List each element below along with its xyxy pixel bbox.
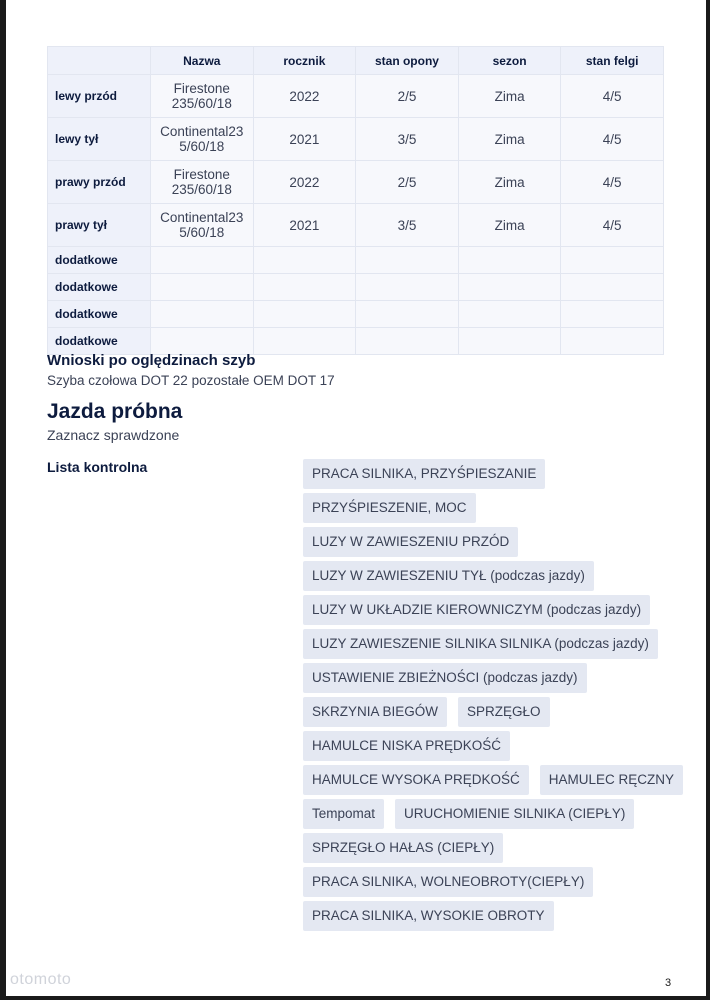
table-row: [48, 161, 664, 204]
chip-row: [303, 663, 663, 693]
chip-row: [303, 731, 663, 761]
chip-row: [303, 833, 663, 863]
cell-year: 2022: [253, 161, 356, 204]
cell-season: [458, 328, 561, 355]
cell-tire-condition: 3/5: [356, 204, 459, 247]
cell-season: Zima: [458, 75, 561, 118]
cell-rim-condition: [561, 301, 664, 328]
header-cell-position: [48, 47, 151, 75]
checklist-label: Lista kontrolna: [47, 459, 148, 475]
cell-year: [253, 247, 356, 274]
table-row: [48, 204, 664, 247]
table-row: [48, 301, 664, 328]
cell-rim-condition: [561, 328, 664, 355]
chip-row: [303, 561, 663, 591]
checklist-chip[interactable]: URUCHOMIENIE SILNIKA (CIEPŁY): [395, 799, 634, 829]
table-row: [48, 328, 664, 355]
chip-row: [303, 595, 663, 625]
test-drive-subtitle: Zaznacz sprawdzone: [47, 427, 180, 443]
tires-table: [47, 46, 664, 355]
cell-rim-condition: [561, 247, 664, 274]
checklist-chip[interactable]: PRACA SILNIKA, WYSOKIE OBROTY: [303, 901, 554, 931]
cell-tire-condition: [356, 274, 459, 301]
cell-year: 2021: [253, 118, 356, 161]
cell-rim-condition: 4/5: [561, 118, 664, 161]
cell-name: Continental23 5/60/18: [151, 118, 254, 161]
cell-rim-condition: 4/5: [561, 75, 664, 118]
cell-season: Zima: [458, 161, 561, 204]
header-cell-rim-condition: stan felgi: [561, 47, 664, 75]
chip-row: [303, 901, 663, 931]
table-row: [48, 247, 664, 274]
chip-row: [303, 697, 663, 727]
page-edge-bottom: [0, 996, 710, 1000]
row-position: dodatkowe: [48, 301, 151, 328]
chip-row: [303, 527, 663, 557]
cell-name: [151, 247, 254, 274]
cell-tire-condition: 3/5: [356, 118, 459, 161]
cell-name: Continental23 5/60/18: [151, 204, 254, 247]
test-drive-title: Jazda próbna: [47, 400, 183, 423]
table-row: [48, 118, 664, 161]
cell-tire-condition: [356, 301, 459, 328]
checklist-chip[interactable]: LUZY W UKŁADZIE KIEROWNICZYM (podczas jazdy): [303, 595, 650, 625]
checklist-chip[interactable]: HAMULCE NISKA PRĘDKOŚĆ: [303, 731, 510, 761]
cell-tire-condition: [356, 328, 459, 355]
checklist-chip[interactable]: PRACA SILNIKA, WOLNEOBROTY(CIEPŁY): [303, 867, 593, 897]
table-row: [48, 274, 664, 301]
header-cell-name: Nazwa: [151, 47, 254, 75]
checklist-chip[interactable]: HAMULCE WYSOKA PRĘDKOŚĆ: [303, 765, 529, 795]
cell-name: Firestone 235/60/18: [151, 161, 254, 204]
checklist-chip[interactable]: PRACA SILNIKA, PRZYŚPIESZANIE: [303, 459, 545, 489]
checklist-chip[interactable]: SPRZĘGŁO HAŁAS (CIEPŁY): [303, 833, 503, 863]
row-position: lewy tył: [48, 118, 151, 161]
checklist-chip[interactable]: USTAWIENIE ZBIEŻNOŚCI (podczas jazdy): [303, 663, 587, 693]
row-position: dodatkowe: [48, 247, 151, 274]
checklist-chip[interactable]: Tempomat: [303, 799, 384, 829]
chip-row: [303, 799, 663, 829]
chip-row: [303, 493, 663, 523]
cell-rim-condition: [561, 274, 664, 301]
cell-rim-condition: 4/5: [561, 161, 664, 204]
row-position: dodatkowe: [48, 274, 151, 301]
checklist-chip[interactable]: SKRZYNIA BIEGÓW: [303, 697, 447, 727]
cell-tire-condition: 2/5: [356, 161, 459, 204]
cell-season: [458, 301, 561, 328]
checklist-chip[interactable]: SPRZĘGŁO: [458, 697, 550, 727]
glass-section-title: Wnioski po oględzinach szyb: [47, 352, 256, 369]
cell-year: [253, 328, 356, 355]
cell-year: [253, 301, 356, 328]
page-edge-left: [0, 0, 6, 1000]
checklist-chip[interactable]: LUZY ZAWIESZENIE SILNIKA SILNIKA (podczas jazdy): [303, 629, 658, 659]
cell-name: [151, 328, 254, 355]
cell-season: Zima: [458, 204, 561, 247]
cell-season: Zima: [458, 118, 561, 161]
checklist-chip[interactable]: LUZY W ZAWIESZENIU PRZÓD: [303, 527, 518, 557]
row-position: prawy tył: [48, 204, 151, 247]
page-edge-right: [706, 0, 710, 1000]
row-position: prawy przód: [48, 161, 151, 204]
cell-year: 2022: [253, 75, 356, 118]
cell-name: [151, 274, 254, 301]
checklist-chip[interactable]: LUZY W ZAWIESZENIU TYŁ (podczas jazdy): [303, 561, 594, 591]
cell-year: 2021: [253, 204, 356, 247]
watermark-logo: otomoto: [10, 971, 72, 988]
header-cell-tire-condition: stan opony: [356, 47, 459, 75]
cell-name: Firestone 235/60/18: [151, 75, 254, 118]
cell-season: [458, 247, 561, 274]
page-number: 3: [665, 977, 672, 989]
checklist-chip[interactable]: HAMULEC RĘCZNY: [540, 765, 683, 795]
table-header-row: [48, 47, 664, 75]
cell-tire-condition: [356, 247, 459, 274]
cell-rim-condition: 4/5: [561, 204, 664, 247]
cell-year: [253, 274, 356, 301]
header-cell-season: sezon: [458, 47, 561, 75]
cell-season: [458, 274, 561, 301]
row-position: dodatkowe: [48, 328, 151, 355]
glass-conclusion-text: Szyba czołowa DOT 22 pozostałe OEM DOT 17: [47, 373, 335, 388]
checklist-chips: [303, 459, 675, 935]
table-row: [48, 75, 664, 118]
chip-row: [303, 629, 663, 659]
chip-row: [303, 459, 663, 489]
checklist-chip[interactable]: PRZYŚPIESZENIE, MOC: [303, 493, 476, 523]
cell-tire-condition: 2/5: [356, 75, 459, 118]
row-position: lewy przód: [48, 75, 151, 118]
chip-row: [303, 765, 675, 795]
cell-name: [151, 301, 254, 328]
chip-row: [303, 867, 663, 897]
header-cell-year: rocznik: [253, 47, 356, 75]
